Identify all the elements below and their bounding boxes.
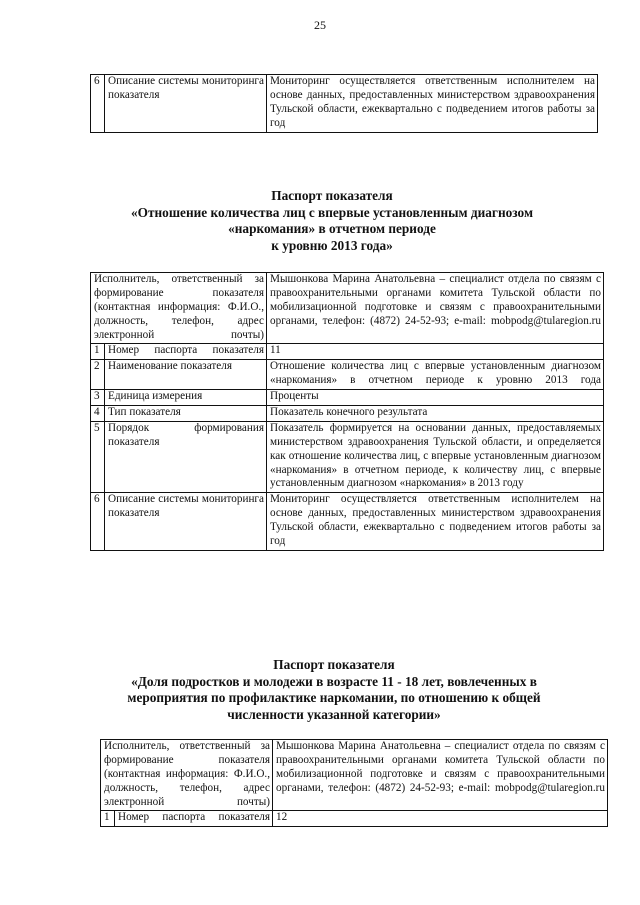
row-number: 1 <box>91 344 105 360</box>
row-value: Показатель конечного результата <box>267 406 604 422</box>
top-table <box>90 74 598 133</box>
table-row <box>91 75 598 133</box>
row-label: Номер паспорта показателя <box>115 811 273 827</box>
row-label: Единица измерения <box>105 390 267 406</box>
row-value: Отношение количества лиц с впервые установленным диагнозом «наркомания» в отчетном периоде к уровню 2013 года <box>267 360 604 390</box>
executor-label: Исполнитель, ответственный за формирование показателя (контактная информация: Ф.И.О., должность, телефон, адрес электронной почты) <box>101 740 273 811</box>
passport2-title-line: численности указанной категории» <box>227 706 441 722</box>
passport1-title-line: «Отношение количества лиц с впервые установленным диагнозом <box>130 204 534 220</box>
passport1-title-line: «наркомания» в отчетном периоде <box>228 221 436 237</box>
table-row <box>91 493 604 551</box>
row-label: Наименование показателя <box>105 360 267 390</box>
passport1-title <box>64 188 600 254</box>
row-label: Тип показателя <box>105 406 267 422</box>
passport2-title <box>64 657 604 723</box>
row-number: 5 <box>91 421 105 492</box>
table-row <box>101 740 608 811</box>
row-value: 12 <box>273 811 608 827</box>
row-number: 1 <box>101 811 115 827</box>
table-row <box>101 811 608 827</box>
passport2-title-line: мероприятия по профилактике наркомании, по отношению к общей <box>127 690 541 706</box>
row-label: Номер паспорта показателя <box>105 344 267 360</box>
page-number: 25 <box>314 18 326 32</box>
row-number: 3 <box>91 390 105 406</box>
passport1-table <box>90 272 604 551</box>
executor-value: Мышонкова Марина Анатольевна – специалист отдела по связям с правоохранительными органами комитета Тульской области по мобилизационной подготовке и связям с правоохранительными органами, телефон: (4872) 24-52-93; e-mail: mobpodg@tularegion.ru <box>267 273 604 344</box>
table-row <box>91 360 604 390</box>
table-row <box>91 390 604 406</box>
row-number: 4 <box>91 406 105 422</box>
passport2-title-line: «Доля подростков и молодежи в возрасте 11 - 18 лет, вовлеченных в <box>131 673 537 689</box>
table-row <box>91 344 604 360</box>
passport1-title-line: к уровню 2013 года» <box>271 237 393 253</box>
passport2-title-line: Паспорт показателя <box>273 657 395 672</box>
executor-label: Исполнитель, ответственный за формирование показателя (контактная информация: Ф.И.О., должность, телефон, адрес электронной почты) <box>91 273 267 344</box>
passport2-table <box>100 739 608 827</box>
row-number: 2 <box>91 360 105 390</box>
row-value: Проценты <box>267 390 604 406</box>
row-value: Показатель формируется на основании данных, предоставляемых министерством здравоохранения Тульской области, и определяется как отношение количества лиц, с впервые установленным диагнозом «наркомания» в отчетном периоде, к количеству лиц, с впервые установленным диагнозом «наркомания» в 2013 году <box>267 421 604 492</box>
row-value: Мониторинг осуществляется ответственным исполнителем на основе данных, предоставленных министерством здравоохранения Тульской области, ежеквартально с подведением итогов работы за год <box>267 493 604 551</box>
table-row <box>91 421 604 492</box>
table-row <box>91 273 604 344</box>
row-value: Мониторинг осуществляется ответственным исполнителем на основе данных, предоставленных министерством здравоохранения Тульской области, ежеквартально с подведением итогов работы за год <box>267 75 598 133</box>
row-label: Описание системы мониторинга показателя <box>105 75 267 133</box>
executor-value: Мышонкова Марина Анатольевна – специалист отдела по связям с правоохранительными органами комитета Тульской области по мобилизационной подготовке и связям с правоохранительными органами, телефон: (4872) 24-52-93; e-mail: mobpodg@tularegion.ru <box>273 740 608 811</box>
row-number: 6 <box>91 75 105 133</box>
row-label: Описание системы мониторинга показателя <box>105 493 267 551</box>
row-label: Порядок формирования показателя <box>105 421 267 492</box>
row-number: 6 <box>91 493 105 551</box>
table-row <box>91 406 604 422</box>
row-value: 11 <box>267 344 604 360</box>
passport1-title-line: Паспорт показателя <box>271 188 393 203</box>
